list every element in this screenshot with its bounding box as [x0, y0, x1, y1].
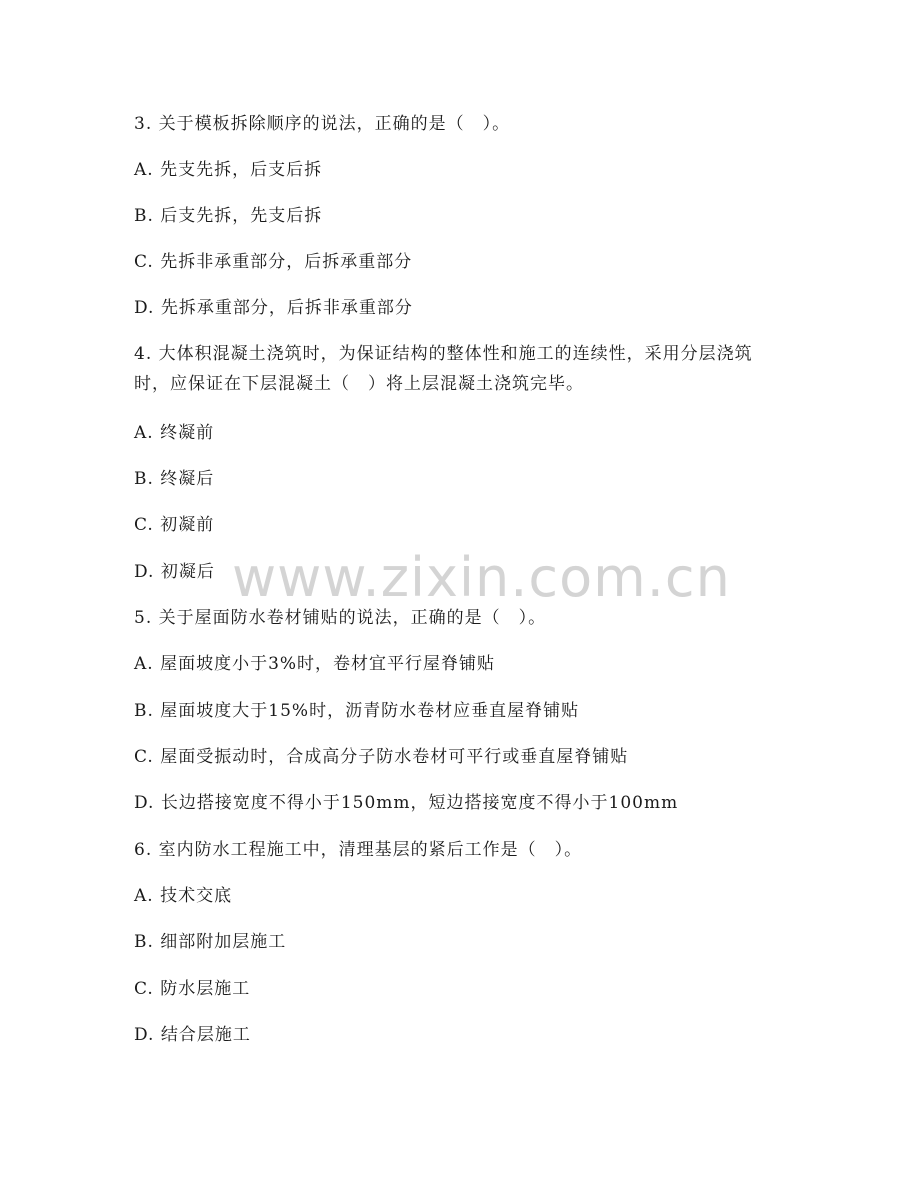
question-5-option-b: B. 屋面坡度大于15%时，沥青防水卷材应垂直屋脊铺贴: [134, 701, 580, 721]
question-5-option-a: A. 屋面坡度小于3%时，卷材宜平行屋脊铺贴: [134, 654, 496, 674]
question-4-option-b: B. 终凝后: [134, 469, 215, 489]
watermark: www.zixin.com.cn: [232, 546, 731, 609]
question-3-option-b: B. 后支先拆，先支后拆: [134, 206, 323, 226]
question-4-option-c: C. 初凝前: [134, 515, 215, 535]
question-3-option-c: C. 先拆非承重部分，后拆承重部分: [134, 252, 413, 272]
question-4-option-a: A. 终凝前: [134, 423, 215, 443]
question-5-option-d: D. 长边搭接宽度不得小于150mm，短边搭接宽度不得小于100mm: [134, 793, 679, 813]
question-6-option-c: C. 防水层施工: [134, 979, 251, 999]
question-6-option-a: A. 技术交底: [134, 886, 233, 906]
question-3-option-a: A. 先支先拆，后支后拆: [134, 160, 323, 180]
question-3-option-d: D. 先拆承重部分，后拆非承重部分: [134, 298, 413, 318]
question-4-stem: 4. 大体积混凝土浇筑时，为保证结构的整体性和施工的连续性，采用分层浇筑时，应保证在下层混凝土（ ）将上层混凝土浇筑完毕。: [134, 344, 753, 394]
question-6-stem: 6. 室内防水工程施工中，清理基层的紧后工作是（ ）。: [134, 840, 583, 860]
question-6-option-d: D. 结合层施工: [134, 1025, 251, 1045]
question-4-option-d: D. 初凝后: [134, 562, 215, 582]
question-5-stem: 5. 关于屋面防水卷材铺贴的说法，正确的是（ ）。: [134, 608, 547, 628]
question-3-stem: 3. 关于模板拆除顺序的说法，正确的是（ ）。: [134, 114, 511, 134]
question-6-option-b: B. 细部附加层施工: [134, 932, 287, 952]
question-5-option-c: C. 屋面受振动时，合成高分子防水卷材可平行或垂直屋脊铺贴: [134, 747, 629, 767]
